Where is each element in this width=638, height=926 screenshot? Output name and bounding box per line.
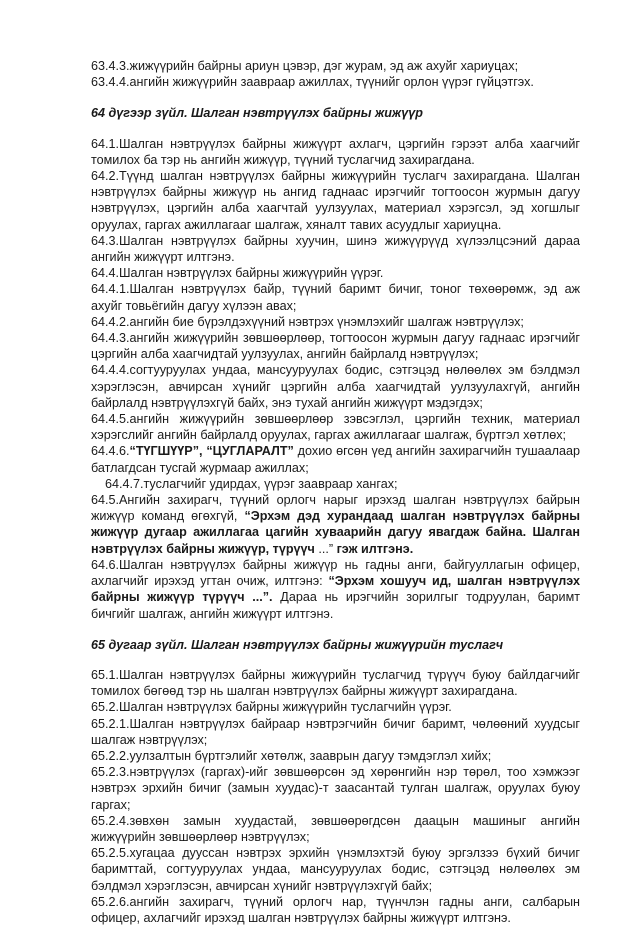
signal-names: “ТҮГШҮҮР”, “ЦУГЛАРАЛТ” bbox=[129, 444, 294, 459]
paragraph-65-2-5: 65.2.5.хугацаа дууссан нэвтрэх эрхийн үнэмлэхтэй буюу эргэлзээ бүхий бичиг баримттай, согтууруулах ундаа, мансууруулах бодис, сэтгэцэд нөлөөлөх эм бэлдмэл хэрэглэсэн, авчирсан хүнийг нэвтрүүлэхгүй байх; bbox=[91, 846, 580, 893]
paragraph-64-4-6 bbox=[91, 443, 580, 475]
paragraph-65-2-6: 65.2.6.ангийн захирагч, түүний орлогч нар, түүнчлэн гадны анги, салбарын офицер, ахлагчийг ирэхэд шалган нэвтрүүлэх байрны жижүүрт илтгэнэ. bbox=[91, 894, 580, 925]
article-65-heading: 65 дугаар зүйл. Шалган нэвтрүүлэх байрны жижүүрийн туслагч bbox=[91, 637, 504, 652]
text-run: 64.4.6. bbox=[91, 444, 130, 459]
paragraph-63-4-4: 63.4.4.ангийн жижүүрийн заавраар ажиллах, түүнийг орлон үүрэг гүйцэтгэх. bbox=[91, 75, 534, 90]
paragraph-64-4-7: 64.4.7.туслагчийг удирдах, үүрэг заавраар хангах; bbox=[91, 476, 398, 491]
paragraph-64-5 bbox=[91, 492, 580, 557]
paragraph-64-4-4: 64.4.4.согтууруулах ундаа, мансууруулах бодис, сэтгэцэд нөлөөлөх эм бэлдмэл хэрэглэсэн, авчирсан хүнийг цэргийн алба хаагчидтай уулзуулахгүй, ангийн байрлалд нэвтрүүлэхгүй байх, энэ тухай ангийн жижүүрт мэдэгдэх; bbox=[91, 363, 580, 410]
report-phrase-end: гэж илтгэнэ. bbox=[336, 541, 414, 556]
article-64-heading: 64 дүгээр зүйл. Шалган нэвтрүүлэх байрны жижүүр bbox=[91, 106, 423, 121]
report-phrase: “Эрхэм дэд хурандаад шалган нэвтрүүлэх байрны жижүүр дугаар ажиллагаа цагийн хуваарийн дагуу явагдаж байна. Шалган нэвтрүүлэх байрны жижүүр, түрүүч bbox=[91, 509, 580, 556]
report-phrase: “Эрхэм хошууч ид, шалган нэвтрүүлэх байрны жижүүр түрүүч ...”. bbox=[91, 574, 581, 605]
paragraph-65-2-3: 65.2.3.нэвтрүүлэх (гаргах)-ийг зөвшөөрсөн эд хөрөнгийн нэр төрөл, тоо хэмжээг нэвтрэх эрхийн бичиг (замын хуудас)-т заасантай тулган шалгаж, оруулах буюу гаргах; bbox=[91, 765, 580, 812]
paragraph-65-2-1: 65.2.1.Шалган нэвтрүүлэх байраар нэвтрэгчийн бичиг баримт, чөлөөний хуудсыг шалгаж нэвтрүүлэх; bbox=[91, 716, 580, 747]
paragraph-64-4-5: 64.4.5.ангийн жижүүрийн зөвшөөрлөөр зэвсэглэл, цэргийн техник, материал хэрэгслийг ангийн байрлалд оруулах, гаргах ажиллагааг шалгаж, бүртгэл хөтлөх; bbox=[91, 412, 580, 443]
paragraph-64-4-3: 64.4.3.ангийн жижүүрийн зөвшөөрлөөр, тогтоосон журмын дагуу гаднаас ирэгчийг цэргийн алба хаагчидтай уулзуулах, ангийн байрлалд нэвтрүүлэх; bbox=[91, 331, 580, 362]
paragraph-64-4-2: 64.4.2.ангийн бие бүрэлдэхүүний нэвтрэх үнэмлэхийг шалгаж нэвтрүүлэх; bbox=[91, 314, 524, 329]
paragraph-63-4-3: 63.4.3.жижүүрийн байрны ариун цэвэр, дэг журам, эд аж ахуйг хариуцах; bbox=[91, 59, 519, 73]
paragraph-64-4: 64.4.Шалган нэвтрүүлэх байрны жижүүрийн үүрэг. bbox=[91, 266, 384, 281]
paragraph-64-3: 64.3.Шалган нэвтрүүлэх байрны хуучин, шинэ жижүүрүүд хүлээлцсэний дараа ангийн жижүүрт илтгэнэ. bbox=[91, 233, 580, 265]
paragraph-64-6 bbox=[91, 557, 580, 622]
text-run: 64.6.Шалган нэвтрүүлэх байрны жижүүр нь гадны анги, байгууллагын офицер, ахлагчийг ирэхэд угтан очиж, илтгэнэ: bbox=[91, 557, 580, 589]
text-run: 64.5.Ангийн захирагч, түүний орлогч нарыг ирэхэд шалган нэвтрүүлэх байрын жижүүр команд өгөхгүй, bbox=[91, 493, 580, 524]
paragraph-65-2-4: 65.2.4.зөвхөн замын хуудастай, зөвшөөрөгдсөн даацын машиныг ангийн жижүүрийн зөвшөөрлөөр нэвтрүүлэх; bbox=[91, 813, 580, 844]
paragraph-65-2: 65.2.Шалган нэвтрүүлэх байрны жижүүрийн туслагчийн үүрэг. bbox=[91, 700, 452, 715]
paragraph-65-1: 65.1.Шалган нэвтрүүлэх байрны жижүүрийн туслагчид түрүүч буюу байлдагчийг томилох бөгөөд тэр нь шалган нэвтрүүлэх байрны жижүүрт захирагдана. bbox=[91, 667, 580, 699]
text-run: ...” bbox=[314, 541, 337, 556]
paragraph-64-4-1: 64.4.1.Шалган нэвтрүүлэх байр, түүний баримт бичиг, тоног төхөөрөмж, эд аж ахуйг товьёгийн дагуу хүлээн авах; bbox=[91, 282, 580, 313]
text-run: Дараа нь ирэгчийн зорилгыг тодруулан, баримт бичгийг шалгаж, ангийн жижүүрт илтгэнэ. bbox=[91, 590, 581, 621]
paragraph-65-2-2: 65.2.2.уулзалтын бүртгэлийг хөтөлж, зааврын дагуу тэмдэглэл хийх; bbox=[91, 748, 492, 763]
paragraph-64-2: 64.2.Түүнд шалган нэвтрүүлэх байрны жижүүрийн туслагч захирагдана. Шалган нэвтрүүлэх байрны жижүүр нь ангид гаднаас ирэгчийг тогтоосон журмын дагуу нэвтрүүлэх, цэргийн алба хаагчтай уулзуулах, материал хэрэгсэл, эд хогшлыг оруулах, гаргах ажиллагааг шалгаж, хяналт тавих асуудлыг хариуцна. bbox=[91, 169, 580, 232]
paragraph-64-1: 64.1.Шалган нэвтрүүлэх байрны жижүүрт ахлагч, цэргийн гэрээт алба хаагчийг томилох ба тэр нь ангийн жижүүр, түүний туслагчид захирагдана. bbox=[91, 136, 580, 167]
text-run: дохио өгсөн үед ангийн захирагчийн тушаалаар батлагдсан тусгай журмаар ажиллах; bbox=[91, 444, 580, 475]
